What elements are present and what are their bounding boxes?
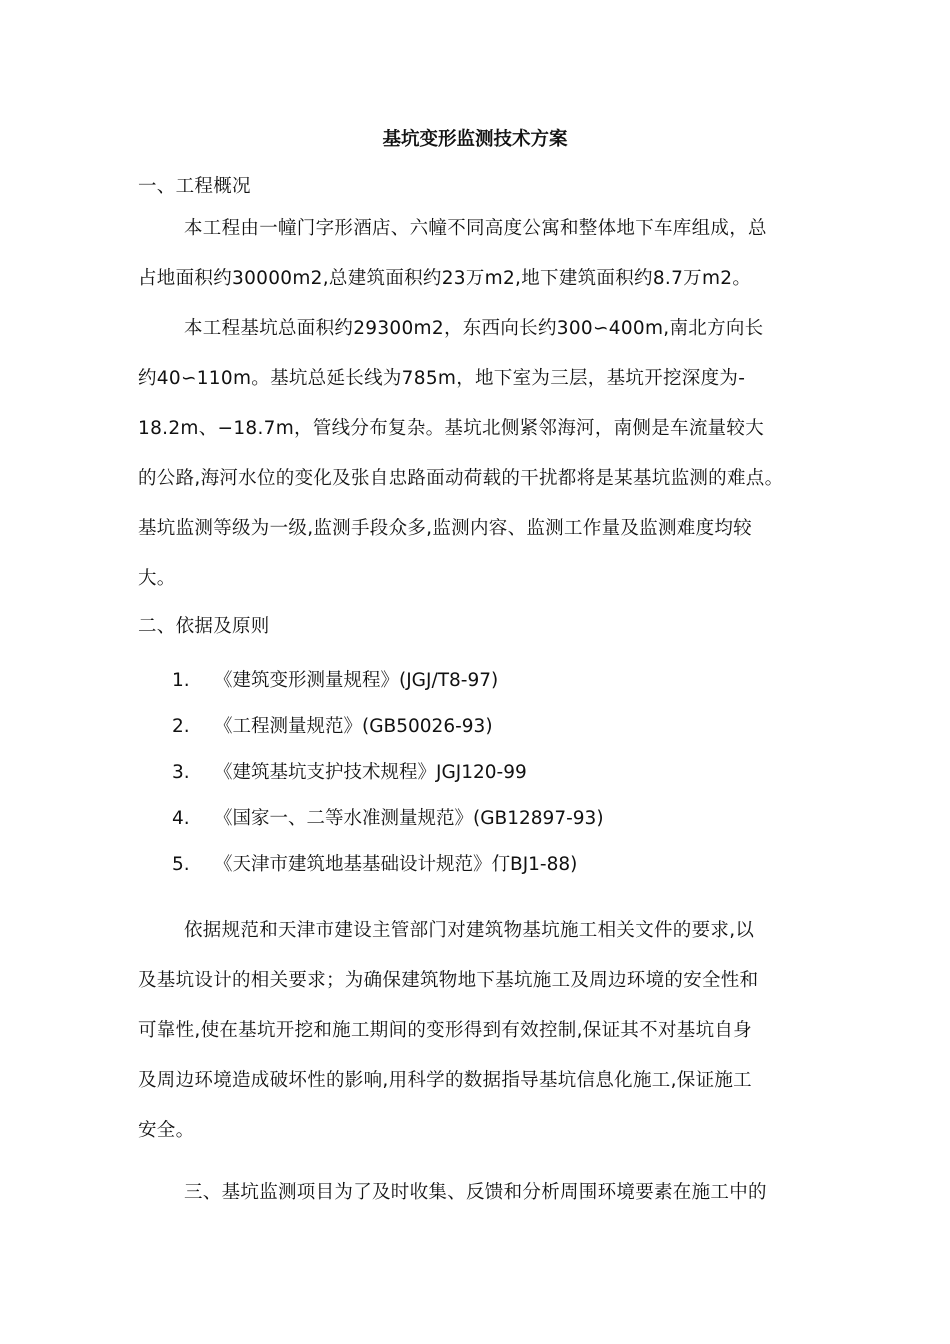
paragraph-line: 18.2m、−18.7m，管线分布复杂。基坑北侧紧邻海河，南侧是车流量较大 — [138, 418, 765, 439]
paragraph-line: 及基坑设计的相关要求；为确保建筑物地下基坑施工及周边环境的安全性和 — [138, 970, 759, 991]
list-item — [172, 714, 493, 740]
list-number: 4. — [172, 808, 190, 829]
paragraph-line: 安全。 — [138, 1120, 195, 1141]
document-title: 基坑变形监测技术方案 — [382, 129, 568, 150]
paragraph-line: 的公路,海河水位的变化及张自忠路面动荷载的干扰都将是某基坑监测的难点。 — [138, 468, 784, 489]
paragraph-line: 依据规范和天津市建设主管部门对建筑物基坑施工相关文件的要求,以 — [184, 920, 755, 941]
list-item — [172, 852, 577, 878]
paragraph-line: 可靠性,使在基坑开挖和施工期间的变形得到有效控制,保证其不对基坑自身 — [138, 1020, 752, 1041]
list-text: 《国家一、二等水准测量规范》(GB12897-93) — [214, 808, 604, 829]
list-text: 《天津市建筑地基基础设计规范》仃BJ1-88) — [214, 854, 578, 875]
paragraph-line: 约40∽110m。基坑总延长线为785m，地下室为三层，基坑开挖深度为- — [138, 368, 746, 389]
list-item — [172, 668, 498, 694]
list-item — [172, 760, 527, 786]
list-text: 《建筑基坑支护技术规程》JGJ120-99 — [214, 762, 527, 783]
list-number: 1. — [172, 670, 190, 691]
paragraph-line: 本工程由一幢门字形酒店、六幢不同高度公寓和整体地下车库组成，总 — [184, 218, 767, 239]
list-number: 3. — [172, 762, 190, 783]
section-heading: 一、工程概况 — [138, 176, 251, 197]
list-number: 5. — [172, 854, 190, 875]
section-heading: 二、依据及原则 — [138, 616, 270, 637]
paragraph-line: 占地面积约30000m2,总建筑面积约23万m2,地下建筑面积约8.7万m2。 — [138, 268, 752, 289]
list-item — [172, 806, 604, 832]
paragraph-line: 基坑监测等级为一级,监测手段众多,监测内容、监测工作量及监测难度均较 — [138, 518, 752, 539]
list-number: 2. — [172, 716, 190, 737]
paragraph-line: 大。 — [138, 568, 176, 589]
paragraph-line: 本工程基坑总面积约29300m2，东西向长约300∽400m,南北方向长 — [184, 318, 764, 339]
list-text: 《建筑变形测量规程》(JGJ/T8-97) — [214, 670, 499, 691]
section-heading: 三、基坑监测项目为了及时收集、反馈和分析周围环境要素在施工中的 — [184, 1182, 767, 1203]
list-text: 《工程测量规范》(GB50026-93) — [214, 716, 493, 737]
paragraph-line: 及周边环境造成破坏性的影响,用科学的数据指导基坑信息化施工,保证施工 — [138, 1070, 752, 1091]
